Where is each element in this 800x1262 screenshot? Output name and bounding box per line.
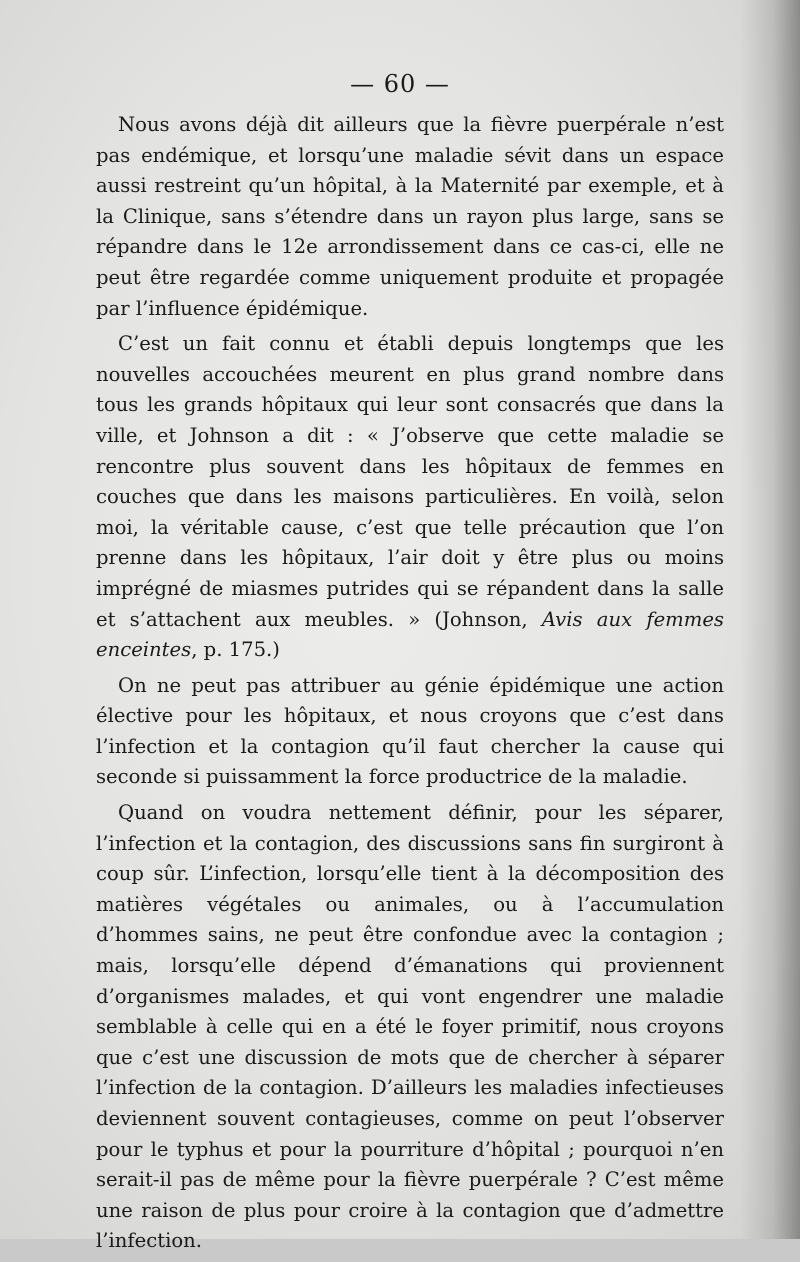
paragraph-3: On ne peut pas attribuer au génie épidémique une action élective pour les hôpitaux, et nous croyons que c’est dans l’infection et la contagion qu’il faut chercher la cause qui seconde si puissamment la force productrice de la maladie.	[96, 673, 724, 789]
paragraph-1: Nous avons déjà dit ailleurs que la fièvre puerpérale n’est pas endémique, et lorsqu’une maladie sévit dans un espace aussi restreint qu’un hôpital, à la Maternité par exemple, et à la Clinique, sans s’étendre dans un rayon plus large, sans se répandre dans le 12e arrondissement dans ce cas-ci, elle ne peut être regardée comme uniquement produite et propagée par l’influence épidémique.	[96, 113, 724, 320]
paragraph-2-text: C’est un fait connu et établi depuis longtemps que les nouvelles accouchées meurent en plus grand nombre dans tous les grands hôpitaux qui leur sont consacrés que dans la ville, et Johnson a dit : « J’observe que cette maladie se rencontre plus souvent dans les hôpitaux de femmes en couches que dans les maisons particulières. En voilà, selon moi, la véritable cause, c’est que telle précaution que l’on prenne dans les hôpitaux, l’air doit y être plus ou moins imprégné de miasmes putrides qui se répandent dans la salle et s’attachent aux meubles. » (Johnson,	[96, 332, 724, 631]
citation-page: , p. 175.)	[191, 638, 280, 662]
citation-title: Avis aux femmes enceintes	[96, 607, 724, 662]
binding-shadow	[740, 0, 800, 1239]
paragraph-4: Quand on voudra nettement définir, pour les séparer, l’infection et la contagion, des discussions sans fin surgiront à coup sûr. L’infection, lorsqu’elle tient à la décomposition des matières végétales ou animales, ou à l’accumulation d’hommes sains, ne peut être confondue avec la contagion ; mais, lorsqu’elle dépend d’émanations qui proviennent d’organismes malades, et qui vont engendrer une maladie semblable à celle qui en a été le foyer primitif, nous croyons que c’est une discussion de mots que de chercher à séparer l’infection de la contagion. D’ailleurs les maladies infectieuses deviennent souvent contagieuses, comme on peut l’observer pour le typhus et pour la pourriture d’hôpital ; pourquoi n’en serait-il pas de même pour la fièvre puerpérale ? C’est même une raison de plus pour croire à la contagion que d’admettre l’infection.	[96, 801, 724, 1253]
paragraph-2	[96, 329, 724, 666]
body-text	[96, 110, 724, 1262]
page-number: — 60 —	[350, 70, 450, 98]
